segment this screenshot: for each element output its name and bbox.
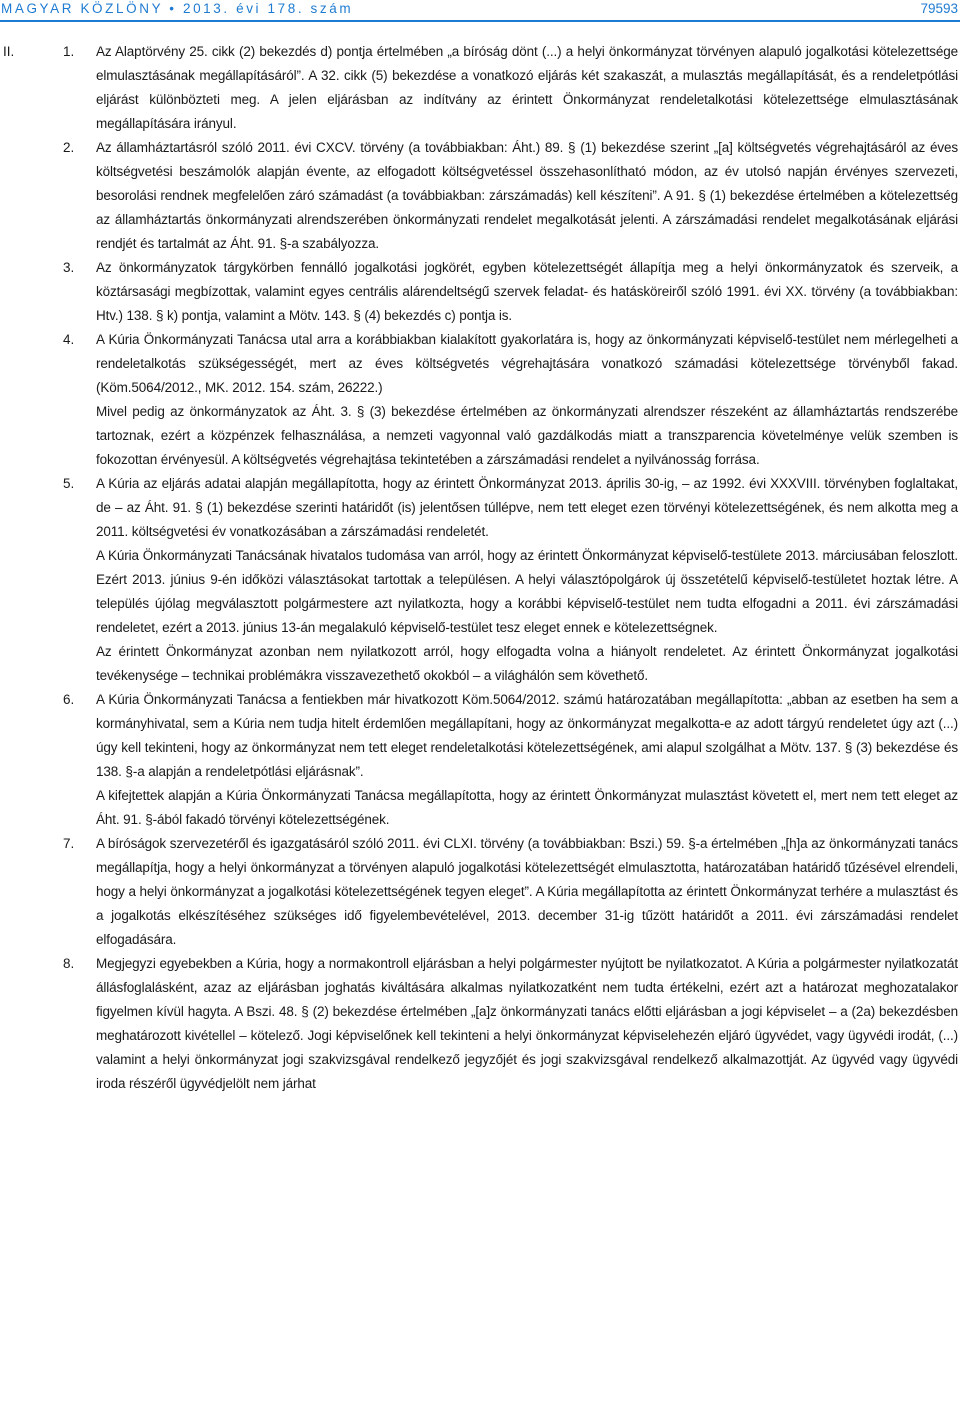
item-paragraph: Az önkormányzatok tárgykörben fennálló jogalkotási jogkörét, egyben kötelezettségét állapítja meg a helyi önkormányzatok és szerveik, a köztársasági megbízottak, valamint egyes centrális alárendeltségű szervek feladat- és hatásköreiről szóló 1991. évi XX. törvény (a továbbiakban: Htv.) 138. § k) pontja, valamint a Mötv. 143. § (4) bekezdés c) pontja is. [96, 260, 958, 323]
numbered-item [0, 832, 960, 952]
numbered-item [0, 328, 960, 472]
item-paragraph: Megjegyzi egyebekben a Kúria, hogy a normakontroll eljárásban a helyi polgármester nyújtott be nyilatkozatot. A Kúria a polgármester nyilatkozatát állásfoglalásként, azaz az eljárásban joghatás kiváltására alkalmas nyilatkozatként nem tudta értékelni, ezért azt a határozat meghozatalakor figyelmen kívül hagyta. A Bszi. 48. § (2) bekezdése értelmében „[a]z önkormányzati tanács előtti eljárásban a jogi képviselet – a (2a) bekezdésben meghatározott kivétellel – kötelező. Jogi képviselőnek kell tekinteni a helyi önkormányzat képviselehezén eljáró ügyvédet, vagy ügyvédi irodát, (...) valamint a helyi önkormányzat jogi szakvizsgával rendelkező jegyzőjét és jogi szakvizsgával rendelkező alkalmazottját. Az ügyvéd vagy ügyvédi iroda részéről ügyvédjelölt nem járhat [96, 956, 958, 1091]
item-paragraph: Az érintett Önkormányzat azonban nem nyilatkozott arról, hogy elfogadta volna a hiányolt rendeletet. Az érintett Önkormányzat jogalkotási tevékenysége – technikai problémákra visszavezethető okokból – a világhálón sem követhető. [96, 644, 958, 683]
item-paragraph: A bíróságok szervezetéről és igazgatásáról szóló 2011. évi CLXI. törvény (a továbbiakban: Bszi.) 59. §-a értelmében „[h]a az önkormányzati tanács megállapítja, hogy a helyi önkormányzat a törvényen alapuló jogalkotási kötelezettségét elmulasztotta, határozatában határidő tűzésével elrendeli, hogy a helyi önkormányzat a jogalkotási kötelezettségének tegyen eleget”. A Kúria megállapította az érintett Önkormányzat terhére a mulasztást és a jogalkotás elkészítéséhez szükséges idő figyelembevételével, 2013. december 31-ig tűzött határidőt a 2011. évi zárszámadási rendelet elfogadására. [96, 836, 958, 947]
item-number: 5. [63, 476, 75, 491]
item-number: 4. [63, 332, 75, 347]
item-paragraph: A Kúria Önkormányzati Tanácsának hivatalos tudomása van arról, hogy az érintett Önkormányzat képviselő-testülete 2013. márciusában feloszlott. Ezért 2013. június 9-én időközi választásokat tartottak a településen. A helyi választópolgárok új összetételű képviselő-testületet hoztak létre. A település újólag megválasztott polgármestere azt nyilatkozta, hogy a korábbi képviselő-testület nem tudta elfogadni a 2011. évi zárszámadási rendeletet, ezért a 2013. június 13-án megalakuló képviselő-testület tesz eleget ennek e kötelezettségnek. [96, 548, 958, 635]
magazine-title: MAGYAR KÖZLÖNY • 2013. évi 178. szám [1, 1, 354, 16]
numbered-item [0, 40, 960, 136]
item-paragraph: Az Alaptörvény 25. cikk (2) bekezdés d) pontja értelmében „a bíróság dönt (...) a helyi önkormányzat törvényen alapuló jogalkotási kötelezettsége elmulasztásának megállapításáról”. A 32. cikk (5) bekezdése a vonatkozó eljárás két szakaszát, a mulasztás megállapítását, és a rendeletpótlási eljárást különbözteti meg. A jelen eljárásban az indítvány az érintett Önkormányzat rendeletalkotási kötelezettsége elmulasztásának megállapítására irányul. [96, 44, 958, 131]
item-number: 7. [63, 836, 75, 851]
numbered-item [0, 472, 960, 688]
numbered-item [0, 952, 960, 1096]
item-number: 1. [63, 44, 75, 59]
item-number: 3. [63, 260, 75, 275]
numbered-item [0, 256, 960, 328]
item-number: 2. [63, 140, 75, 155]
item-paragraph: A kifejtettek alapján a Kúria Önkormányzati Tanácsa megállapította, hogy az érintett Önkormányzat mulasztást követett el, mert nem tett eleget az Áht. 91. §-ából fakadó törvényi kötelezettségének. [96, 788, 958, 827]
page-number: 79593 [920, 1, 958, 16]
item-paragraph: Az államháztartásról szóló 2011. évi CXCV. törvény (a továbbiakban: Áht.) 89. § (1) bekezdése szerint „[a] költségvetés végrehajtásáról az éves költségvetési beszámolók alapján évente, az elfogadott költségvetéssel összehasonlítható módon, az év utolsó napján érvényes szervezeti, besorolási rendnek megfelelően záró számadást (a továbbiakban: zárszámadás) kell készíteni”. A 91. § (1) bekezdése értelmében a kötelezettség az államháztartás önkormányzati alrendszerében önkormányzati rendelet megalkotását jelenti. A zárszámadási rendelet megalkotásának eljárási rendjét és tartalmát az Áht. 91. §-a szabályozza. [96, 140, 958, 251]
header-rule [0, 20, 960, 22]
item-number: 6. [63, 692, 75, 707]
numbered-item [0, 136, 960, 256]
item-paragraph: A Kúria Önkormányzati Tanácsa a fentiekben már hivatkozott Köm.5064/2012. számú határozatában megállapította: „abban az esetben ha sem a kormányhivatal, sem a Kúria nem tudja hitelt érdemlően megállapítani, hogy az önkormányzat megalkotta-e az adott tárgyú rendeletet úgy azt (...) úgy kell tekinteni, hogy az önkormányzat nem tett eleget rendeletalkotási kötelezettségének, ami alapul szolgálhat a Mötv. 137. § (3) bekezdése és 138. §-a alapján a rendeletpótlási eljárásnak”. [96, 692, 958, 779]
numbered-item [0, 688, 960, 832]
document-body [0, 40, 960, 1096]
item-paragraph: A Kúria az eljárás adatai alapján megállapította, hogy az érintett Önkormányzat 2013. április 30-ig, – az 1992. évi XXXVIII. törvényben foglaltakat, de – az Áht. 91. § (1) bekezdése szerinti határidőt (is) jelentősen túllépve, nem tett eleget ezen törvényi kötelezettségének, és nem alkotta meg a 2011. költségvetési év vonatkozásában a zárszámadási rendeletét. [96, 476, 958, 539]
page-header [0, 0, 960, 22]
numbered-items [0, 40, 960, 1096]
item-paragraph: A Kúria Önkormányzati Tanácsa utal arra a korábbiakban kialakított gyakorlatára is, hogy az önkormányzati képviselő-testület nem mérlegelheti a rendeletalkotás szükségességét, mert az éves költségvetés végrehajtására vonatkozó számadási kötelezettsége törvényből fakad. (Köm.5064/2012., MK. 2012. 154. szám, 26222.) [96, 332, 958, 395]
item-paragraph: Mivel pedig az önkormányzatok az Áht. 3. § (3) bekezdése értelmében az önkormányzati alrendszer részeként az államháztartás rendszerébe tartoznak, ezért a közpénzek felhasználása, a nemzeti vagyonnal való gazdálkodás miatt a transzparencia követelménye velük szemben is fokozottan érvényesül. A költségvetés végrehajtása tekintetében a zárszámadási rendelet a nyilvánosság forrása. [96, 404, 958, 467]
item-number: 8. [63, 956, 75, 971]
section-label: II. [3, 44, 15, 59]
